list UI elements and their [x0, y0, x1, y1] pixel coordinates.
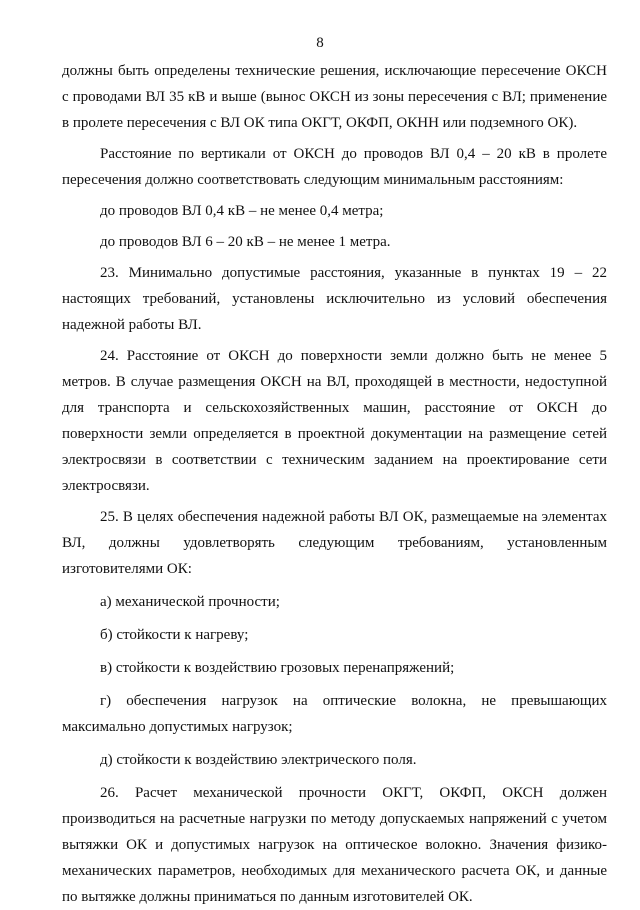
paragraph-26: 26. Расчет механической прочности ОКГТ, ОКФП, ОКСН должен производиться на расчетные нагрузки по методу допускаемых напряжений с учетом вытяжки ОК и допустимых нагрузок на оптическое волокно. Значения физико-механических параметров, необходимых для механического расчета ОК, и данные по вытяжке должны приниматься по данным изготовителей ОК. — [62, 785, 607, 905]
paragraph-25: 25. В целях обеспечения надежной работы ВЛ ОК, размещаемые на элементах ВЛ, должны удовлетворять следующим требованиям, установленным изготовителями ОК: — [62, 509, 607, 577]
list-item-g: г) обеспечения нагрузок на оптические волокна, не превышающих максимально допустимых нагрузок; — [62, 693, 607, 735]
list-item-v: в) стойкости к воздействию грозовых перенапряжений; — [100, 660, 455, 676]
paragraph-24: 24. Расстояние от ОКСН до поверхности земли должно быть не менее 5 метров. В случае размещения ОКСН на ВЛ, проходящей в местности, недоступной для транспорта и сельскохозяйственных машин, расстояние от ОКСН до поверхности земли определяется в проектной документации на размещение сетей электросвязи в соответствии с техническим заданием на проектирование сети электросвязи. — [62, 348, 607, 494]
paragraph-23: 23. Минимально допустимые расстояния, указанные в пунктах 19 – 22 настоящих требований, установлены исключительно из условий обеспечения надежной работы ВЛ. — [62, 265, 607, 333]
list-item-b: б) стойкости к нагреву; — [100, 627, 249, 643]
paragraph-vertical-distance: Расстояние по вертикали от ОКСН до проводов ВЛ 0,4 – 20 кВ в пролете пересечения должно соответствовать следующим минимальным расстояниям: — [62, 146, 607, 188]
list-item-d: д) стойкости к воздействию электрического поля. — [100, 752, 417, 768]
list-item-04kv: до проводов ВЛ 0,4 кВ – не менее 0,4 метра; — [100, 203, 384, 219]
paragraph-continuation: должны быть определены технические решения, исключающие пересечение ОКСН с проводами ВЛ 35 кВ и выше (вынос ОКСН из зоны пересечения с ВЛ; применение в пролете пересечения с ВЛ ОК типа ОКГТ, ОКФП, ОКНН или подземного ОК). — [62, 63, 607, 131]
list-item-a: а) механической прочности; — [100, 594, 280, 610]
page-number: 8 — [316, 35, 324, 51]
document-body — [62, 58, 607, 910]
list-item-6-20kv: до проводов ВЛ 6 – 20 кВ – не менее 1 метра. — [100, 234, 391, 250]
